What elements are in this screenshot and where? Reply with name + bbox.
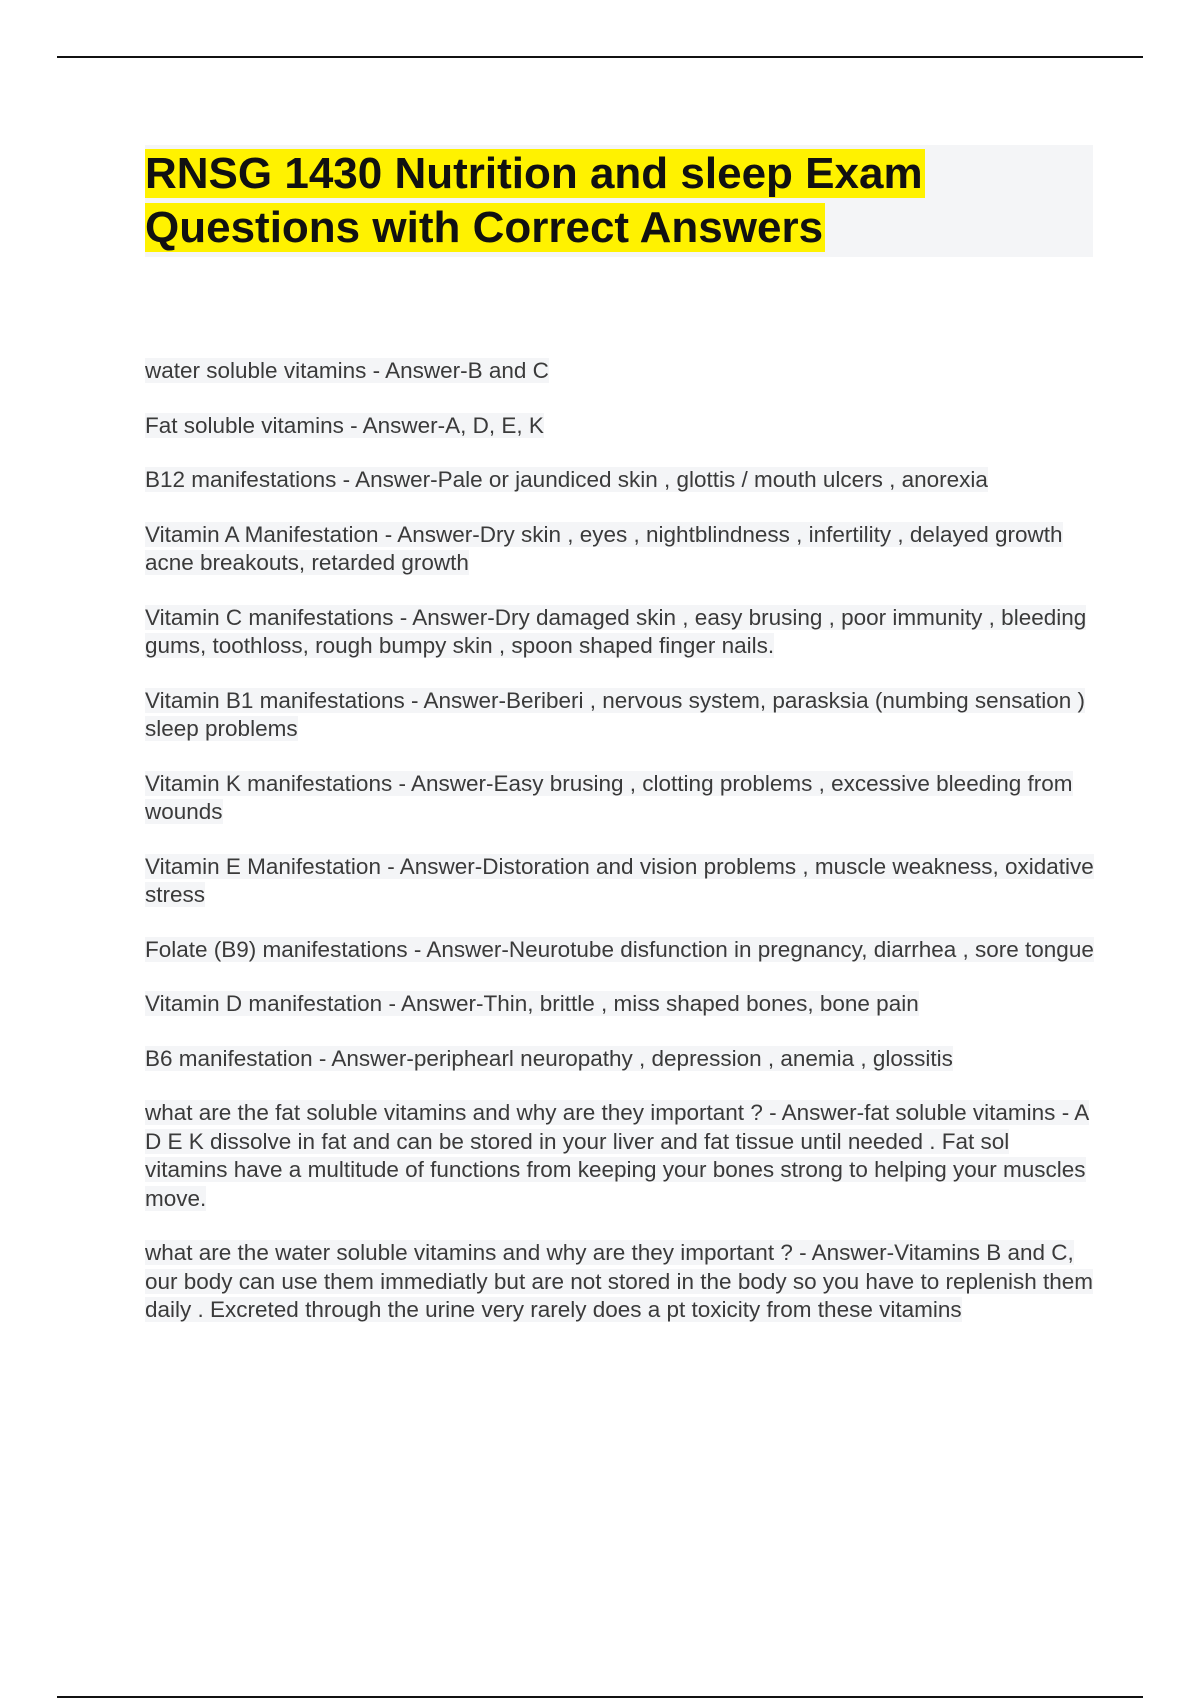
qa-item xyxy=(145,357,1095,386)
qa-item xyxy=(145,1099,1095,1213)
qa-text: Vitamin B1 manifestations - Answer-Beriberi , nervous system, parasksia (numbing sensation ) sleep problems xyxy=(145,687,1085,741)
qa-item xyxy=(145,936,1095,965)
qa-text: water soluble vitamins - Answer-B and C xyxy=(145,358,549,383)
qa-item xyxy=(145,990,1095,1019)
bottom-divider xyxy=(57,1696,1143,1698)
qa-item xyxy=(145,466,1095,495)
qa-item xyxy=(145,604,1095,661)
qa-text: Vitamin K manifestations - Answer-Easy brusing , clotting problems , excessive bleeding from wounds xyxy=(145,770,1073,824)
document-title-text: RNSG 1430 Nutrition and sleep Exam Questions with Correct Answers xyxy=(145,149,923,252)
qa-text: Vitamin E Manifestation - Answer-Distoration and vision problems , muscle weakness, oxidative stress xyxy=(145,853,1094,907)
qa-item xyxy=(145,853,1095,910)
qa-item xyxy=(145,1239,1095,1325)
qa-text: what are the water soluble vitamins and why are they important ? - Answer-Vitamins B and C, our body can use them immediatly but are not stored in the body so you have to replenish them daily . Excreted through the urine very rarely does a pt toxicity from these vitamins xyxy=(145,1240,1094,1322)
qa-item xyxy=(145,687,1095,744)
document-title xyxy=(145,145,1093,255)
title-block xyxy=(145,145,1093,257)
qa-item xyxy=(145,412,1095,441)
qa-text: what are the fat soluble vitamins and why are they important ? - Answer-fat soluble vitamins - A D E K dissolve in fat and can be stored in your liver and fat tissue until needed . Fat sol vitamins have a multitude of functions from keeping your bones strong to helping your muscles move. xyxy=(145,1100,1090,1211)
qa-text: Folate (B9) manifestations - Answer-Neurotube disfunction in pregnancy, diarrhea , sore tongue xyxy=(145,936,1094,962)
qa-item xyxy=(145,1045,1095,1074)
qa-text: Fat soluble vitamins - Answer-A, D, E, K xyxy=(145,412,544,438)
qa-list xyxy=(145,357,1095,1351)
qa-item xyxy=(145,521,1095,578)
qa-text: B6 manifestation - Answer-periphearl neuropathy , depression , anemia , glossitis xyxy=(145,1045,953,1071)
qa-text: Vitamin A Manifestation - Answer-Dry skin , eyes , nightblindness , infertility , delayed growth acne breakouts, retarded growth xyxy=(145,521,1063,575)
top-divider xyxy=(57,56,1143,58)
qa-text: Vitamin C manifestations - Answer-Dry damaged skin , easy brusing , poor immunity , bleeding gums, toothloss, rough bumpy skin , spoon shaped finger nails. xyxy=(145,604,1087,658)
qa-item xyxy=(145,770,1095,827)
qa-text: B12 manifestations - Answer-Pale or jaundiced skin , glottis / mouth ulcers , anorexia xyxy=(145,467,988,492)
qa-text: Vitamin D manifestation - Answer-Thin, brittle , miss shaped bones, bone pain xyxy=(145,991,919,1016)
